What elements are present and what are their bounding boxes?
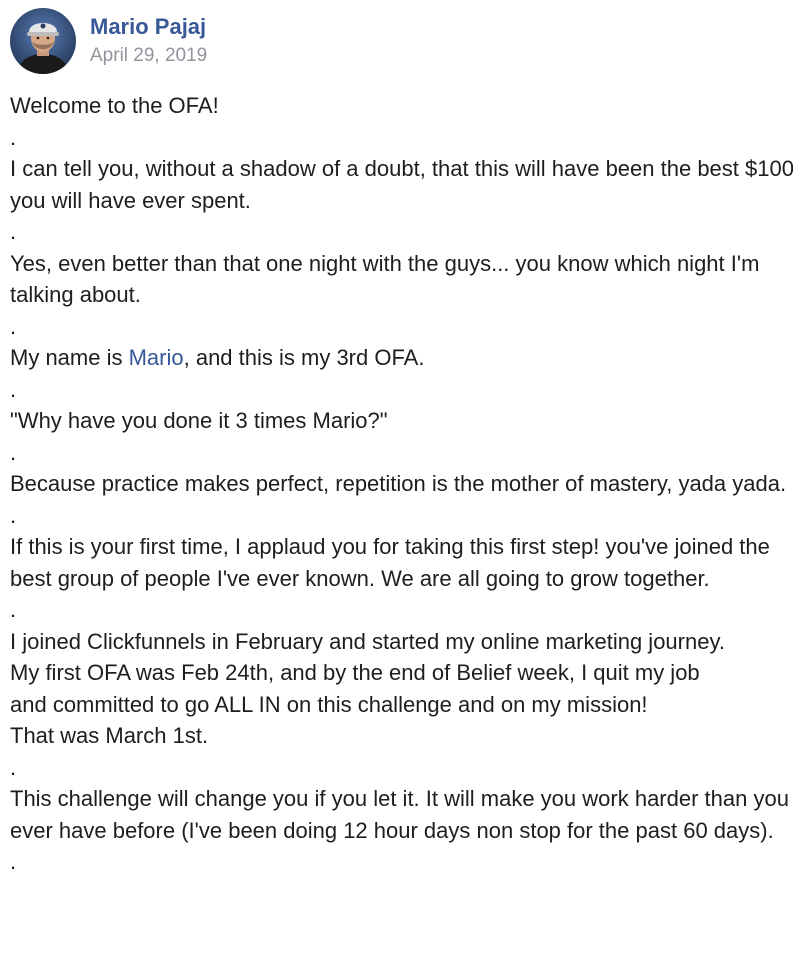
author-name-link[interactable]: Mario Pajaj (90, 14, 207, 39)
post-paragraph-line: That was March 1st. (10, 723, 209, 748)
separator-dot: . (10, 754, 17, 780)
separator-dot: . (10, 313, 17, 339)
separator-dot: . (10, 124, 17, 150)
author-avatar[interactable] (10, 8, 76, 74)
post-paragraph-line: and committed to go ALL IN on this challenge and on my mission! (10, 691, 648, 717)
separator-dot: . (10, 849, 17, 874)
post-greeting: Welcome to the OFA! (10, 93, 219, 118)
separator-dot: . (10, 597, 17, 622)
intro-text-before: My name is (10, 345, 129, 370)
post-header (10, 6, 207, 76)
mention-link-mario[interactable]: Mario (128, 345, 184, 370)
post-paragraph: If this is your first time, I applaud you for taking this first step! you've joined the best group of people I've ever known. We are all going to grow together. (10, 534, 770, 591)
separator-dot: . (10, 376, 17, 402)
post-body (10, 90, 795, 878)
post-paragraph: Yes, even better than that one night with the guys... you know which night I'm talking about. (10, 250, 760, 307)
post-paragraph: Because practice makes perfect, repetition is the mother of mastery, yada yada. (10, 471, 787, 496)
post-timestamp[interactable]: April 29, 2019 (90, 45, 208, 66)
separator-dot: . (10, 502, 17, 528)
author-block (90, 14, 207, 68)
post-paragraph: I can tell you, without a shadow of a doubt, that this will have been the best $100 you will have ever spent. (10, 156, 794, 213)
post-paragraph: This challenge will change you if you let it. It will make you work harder than you ever have before (I've been doing 12 hour days non stop for the past 60 days). (10, 786, 789, 843)
post-paragraph-line: I joined Clickfunnels in February and started my online marketing journey. (10, 628, 725, 654)
post-paragraph-intro (10, 342, 795, 374)
post-paragraph-line: My first OFA was Feb 24th, and by the end of Belief week, I quit my job (10, 660, 700, 685)
separator-dot: . (10, 439, 17, 465)
profile-photo-icon (10, 8, 76, 74)
separator-dot: . (10, 219, 17, 244)
intro-text-after: , and this is my 3rd OFA. (183, 345, 425, 370)
post-paragraph: "Why have you done it 3 times Mario?" (10, 408, 388, 433)
